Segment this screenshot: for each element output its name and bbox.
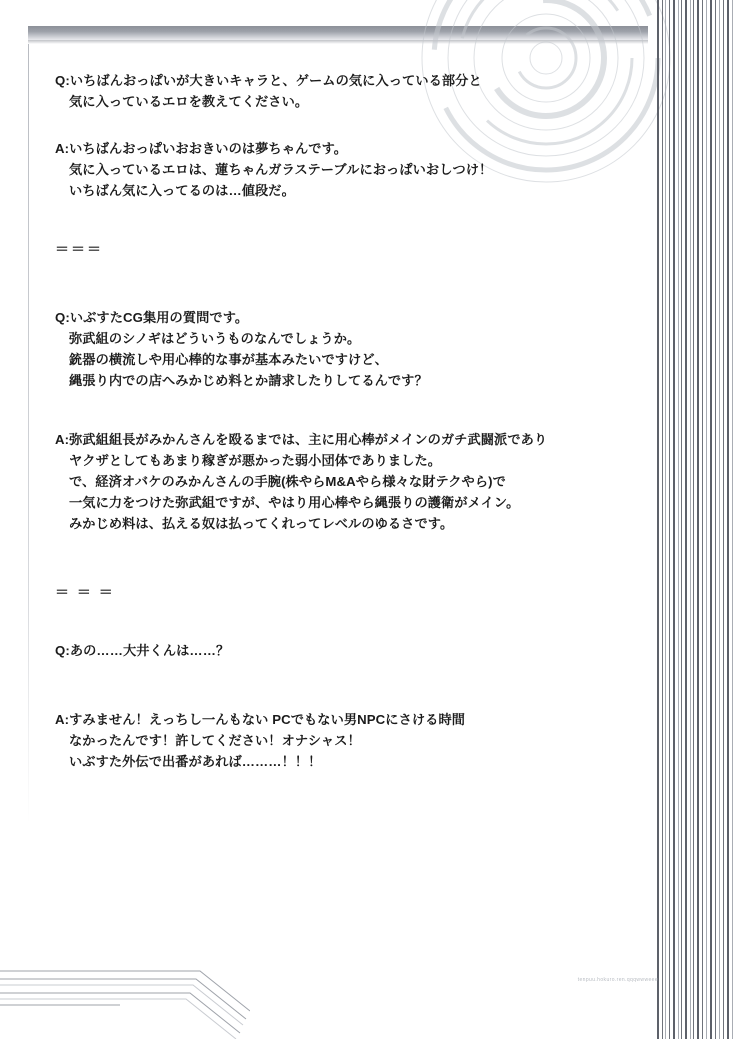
edge-strip-line [702,0,703,1039]
edge-strip-line [715,0,716,1039]
spacer [55,560,655,582]
answer-line: いちばん気に入ってるのは…値段だ。 [69,183,295,198]
qa-item-answer [55,429,655,534]
edge-strip-line [669,0,670,1039]
answer-line: みかじめ料は、払える奴は払ってくれってレベルのゆるさです。 [69,516,454,531]
question-line: Q:いぶすたCG集用の質問です。 [55,310,249,325]
spacer [55,687,655,709]
spacer [55,417,655,429]
section-separator: ＝＝＝ [55,241,103,257]
edge-strip-line [719,0,720,1039]
spacer [55,285,655,307]
question-line: 弥武組のシノギはどういうものなんでしょうか。 [69,331,361,346]
answer-line: 一気に力をつけた弥武組ですが、やはり用心棒やら縄張りの護衛がメイン。 [69,495,520,510]
edge-strip-line [710,0,712,1039]
question-line: 銃器の横流しや用心棒的な事が基本みたいですけど、 [69,352,388,367]
edge-strip-line [732,0,733,1039]
edge-strip-line [723,0,724,1039]
corner-diagonal-decoration [0,959,250,1039]
question-line: Q:いちばんおっぱいが大きいキャラと、ゲームの気に入っている部分と [55,73,482,88]
answer-line: ヤクザとしてもあまり稼ぎが悪かった弱小団体でありました。 [69,453,442,468]
qa-item-answer [55,709,655,772]
edge-strip-line [681,0,682,1039]
answer-line: A:すみません！えっちし一んもない PCでもない男NPCにさける時間 [55,712,466,727]
answer-line: で、経済オバケのみかんさんの手腕(株やらM&Aやら様々な財テクやら)で [69,474,506,489]
page-credit: tenpuu.hokuro.ren.qqqwwweee [577,977,658,983]
answer-line: なかったんです！許してください！オナシャス！ [69,733,361,748]
qa-item [55,307,655,391]
edge-strip-line [662,0,663,1039]
qa-body [55,70,655,798]
edge-strip-line [697,0,699,1039]
edge-strip-line [693,0,694,1039]
edge-strip-line [673,0,675,1039]
answer-line: いぶすた外伝で出番があれば………！！！ [69,754,322,769]
qa-item [55,70,655,112]
question-line: Q:あの……大井くんは……？ [55,643,230,658]
answer-line: 気に入っているエロは、蓮ちゃんガラステーブルにおっぱいおしつけ！ [69,162,493,177]
qa-item [55,640,655,661]
edge-strip-line [727,0,729,1039]
edge-strip-line [657,0,659,1039]
edge-strip-line [706,0,707,1039]
question-line: 気に入っているエロを教えてください。 [69,94,309,109]
edge-strip-line [690,0,691,1039]
question-line: 縄張り内での店へみかじめ料とか請求したりしてるんです？ [69,373,428,388]
spacer [55,628,655,640]
spacer [55,227,655,239]
edge-strip-line [665,0,666,1039]
qa-item-answer [55,138,655,201]
left-margin-rule [28,44,29,824]
answer-line: A:いちばんおっぱいおおきいのは夢ちゃんです。 [55,141,348,156]
answer-line: A:弥武組組長がみかんさんを殴るまでは、主に用心棒がメインのガチ武闘派であり [55,432,548,447]
edge-strip-line [678,0,679,1039]
section-separator: ＝ ＝ ＝ [55,584,115,600]
edge-strip-line [685,0,687,1039]
